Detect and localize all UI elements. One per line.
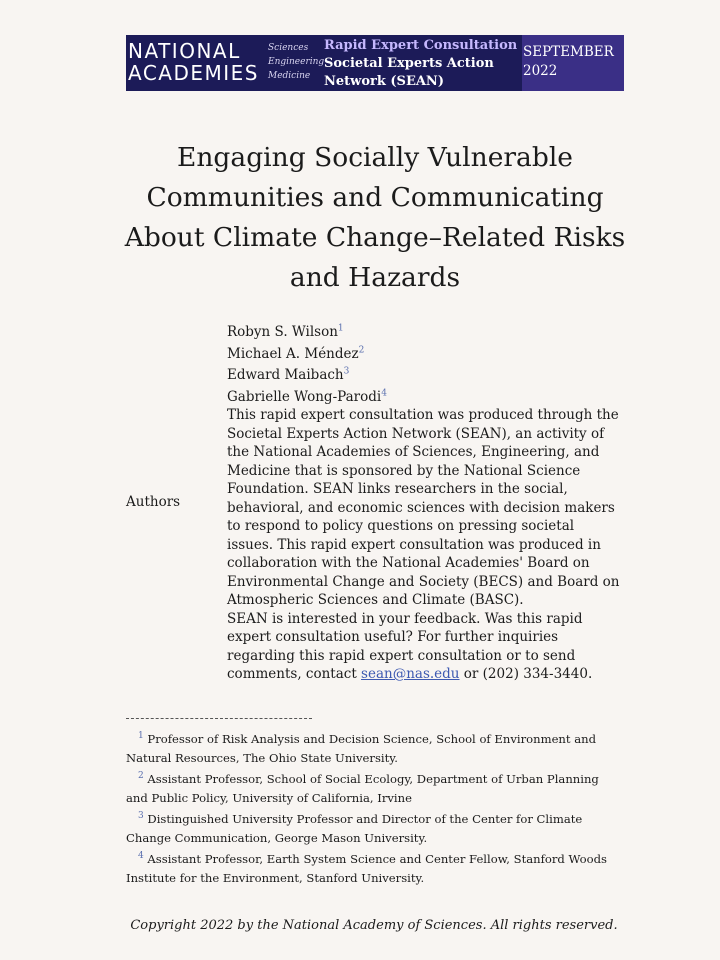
footnote-number: 1 — [138, 731, 144, 742]
footnote-ref[interactable]: 4 — [381, 388, 387, 398]
footnote-divider — [126, 718, 312, 719]
footnote-number: 2 — [138, 771, 144, 782]
footnote-text: Assistant Professor, Earth System Science and Center Fellow, Stanford Woods Institute for the Environment, Stanford University. — [126, 852, 607, 885]
footnote-item — [126, 850, 616, 888]
logo-sub-medicine: Medicine — [268, 71, 311, 81]
footnote-text: Distinguished University Professor and Director of the Center for Climate Change Communication, George Mason University. — [126, 812, 583, 845]
footnote-number: 3 — [138, 811, 144, 822]
series-line1: Rapid Expert Consultation — [324, 38, 518, 53]
author-name: Michael A. Méndez — [227, 345, 359, 362]
logo-line1: NATIONAL — [128, 39, 241, 63]
series-title — [324, 35, 522, 91]
author-name: Robyn S. Wilson — [227, 324, 338, 340]
author-item — [227, 366, 623, 385]
footnote-text: Assistant Professor, School of Social Ecology, Department of Urban Planning and Public Policy, University of California, Irvine — [126, 772, 599, 805]
feedback-text: SEAN is interested in your feedback. Was this rapid expert consultation useful? For further inquiries regarding this rapid expert consultation or to send comments, contact — [227, 610, 583, 682]
logo-sub-sciences: Sciences — [268, 43, 309, 53]
logo-subtitle — [268, 35, 324, 91]
author-item — [227, 388, 623, 407]
feedback-paragraph — [227, 610, 623, 684]
footnotes — [126, 730, 616, 890]
series-line2: Societal Experts Action Network (SEAN) — [324, 56, 494, 89]
footnote-item — [126, 770, 616, 808]
date-year: 2022 — [523, 63, 558, 79]
author-name: Edward Maibach — [227, 367, 344, 383]
footnote-ref[interactable]: 3 — [343, 366, 350, 377]
consultation-description: This rapid expert consultation was produced through the Societal Experts Action Network (SEAN), an activity of the National Academies of Sciences, Engineering, and Medicine that is sponsored by the National Science Foundation. SEAN links researchers in the social, behavioral, and economic sciences with decision makers to respond to policy questions on pressing societal issues. This rapid expert consultation was produced in collaboration with the National Academies' Board on Environmental Change and Society (BECS) and Board on Atmospheric Sciences and Climate (BASC). — [227, 407, 620, 608]
date-month: SEPTEMBER — [523, 44, 614, 60]
contact-email-link[interactable]: sean@nas.edu — [361, 666, 460, 682]
footnote-item — [126, 730, 616, 768]
header-banner — [126, 35, 624, 91]
footnote-ref[interactable]: 1 — [337, 323, 344, 334]
footnote-number: 4 — [138, 851, 144, 862]
footnote-item — [126, 810, 616, 848]
authors-label: Authors — [126, 494, 181, 510]
logo-line2: ACADEMIES — [128, 61, 259, 85]
publication-date — [522, 35, 624, 91]
author-item — [227, 323, 623, 342]
author-name: Gabrielle Wong-Parodi — [227, 388, 382, 405]
national-academies-logo — [126, 35, 268, 91]
authors-block — [227, 323, 623, 684]
footnote-text: Professor of Risk Analysis and Decision Science, School of Environment and Natural Resources, The Ohio State University. — [126, 732, 597, 765]
logo-sub-engineering: Engineering — [268, 57, 325, 67]
author-item — [227, 345, 623, 364]
footnote-ref[interactable]: 2 — [358, 345, 365, 355]
copyright-notice: Copyright 2022 by the National Academy of Sciences. All rights reserved. — [130, 918, 618, 933]
feedback-phone: or (202) 334-3440. — [459, 666, 593, 682]
document-title: Engaging Socially Vulnerable Communities and Communicating About Climate Change–Related Risks and Hazards — [124, 142, 626, 293]
